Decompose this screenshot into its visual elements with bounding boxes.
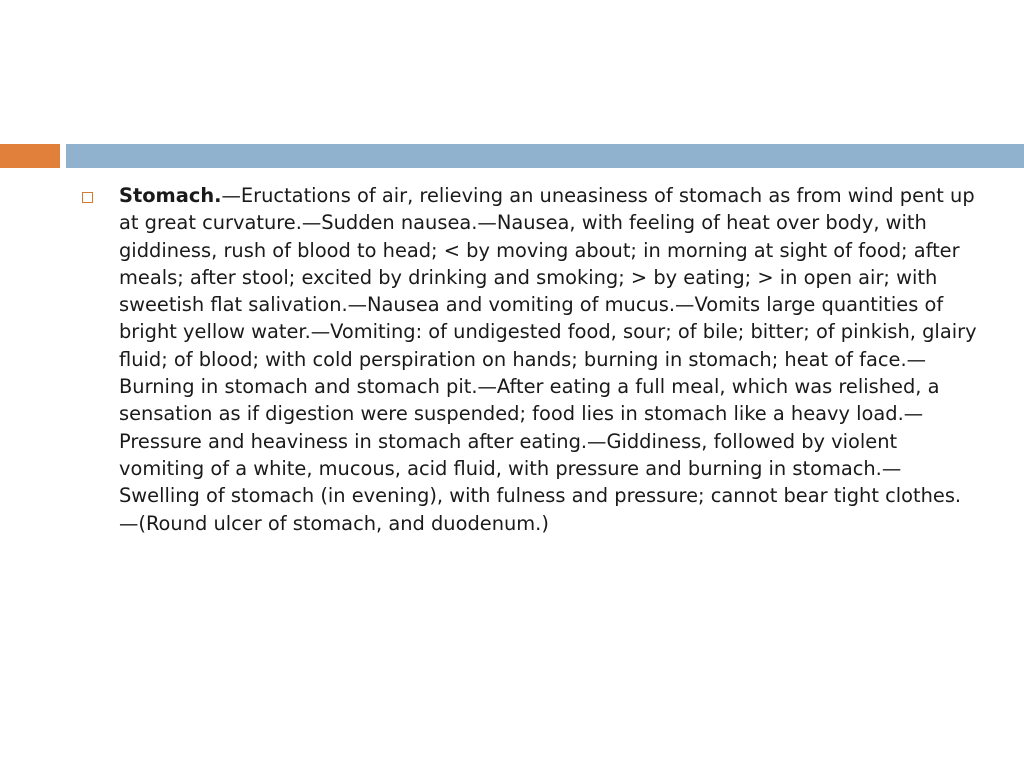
bullet-body: —Eructations of air, relieving an uneasiness of stomach as from wind pent up at great curvature.—Sudden nausea.—Nausea, with feeling of heat over body, with giddiness, rush of blood to head; < by moving about; in morning at sight of food; after meals; after stool; excited by drinking and smoking; > by eating; > in open air; with sweetish flat salivation.—Nausea and vomiting of mucus.—Vomits large quantities of bright yellow water.—Vomiting: of undigested food, sour; of bile; bitter; of pinkish, glairy fluid; of blood; with cold perspiration on hands; burning in stomach; heat of face.—Burning in stomach and stomach pit.—After eating a full meal, which was relished, a sensation as if digestion were suspended; food lies in stomach like a heavy load.—Pressure and heaviness in stomach after eating.—Giddiness, followed by violent vomiting of a white, mucous, acid fluid, with pressure and burning in stomach.—Swelling of stomach (in evening), with fulness and pressure; cannot bear tight clothes.—(Round ulcer of stomach, and duodenum.) (119, 184, 977, 535)
slide-content (80, 182, 980, 537)
bullet-heading: Stomach. (119, 184, 222, 207)
square-bullet-icon (82, 192, 93, 203)
header-accent-bar-orange (0, 144, 60, 168)
header-accent-bar-blue (66, 144, 1024, 168)
bullet-item (80, 182, 980, 537)
bullet-text (119, 182, 980, 537)
